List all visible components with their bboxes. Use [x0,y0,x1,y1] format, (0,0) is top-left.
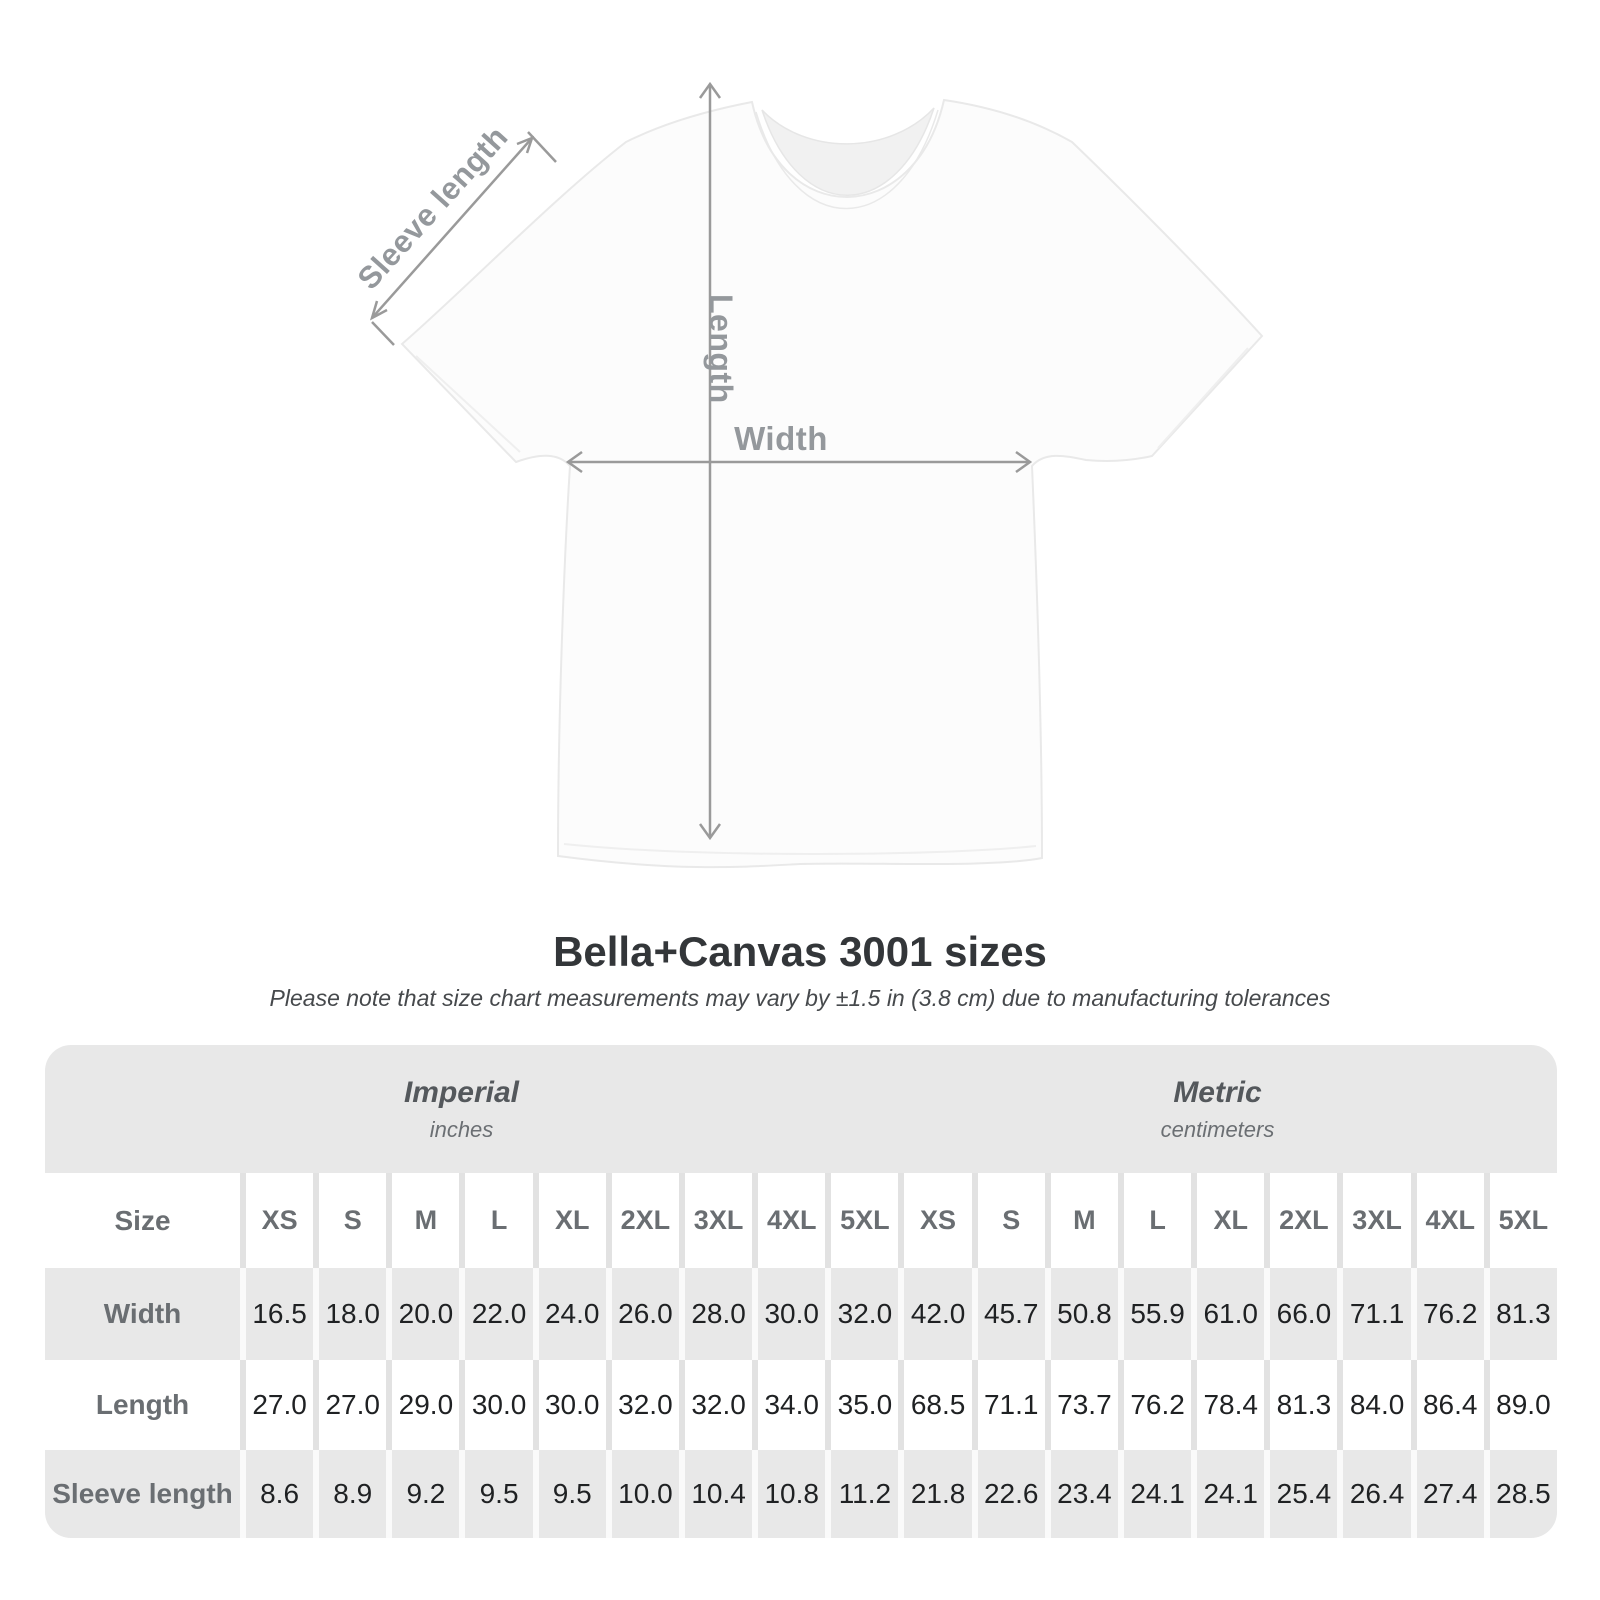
size-column-header: XL [539,1173,606,1268]
size-column-header: S [978,1173,1045,1268]
metric-value: 89.0 [1490,1360,1557,1450]
imperial-value: 27.0 [319,1360,386,1450]
table-row [45,1360,1557,1450]
metric-value: 22.6 [978,1450,1045,1538]
imperial-value: 20.0 [392,1268,459,1360]
imperial-unit: inches [429,1116,494,1142]
metric-value: 76.2 [1124,1360,1191,1450]
metric-value: 73.7 [1051,1360,1118,1450]
imperial-value: 10.0 [612,1450,679,1538]
imperial-value: 26.0 [612,1268,679,1360]
imperial-value: 9.2 [392,1450,459,1538]
size-column-header: 3XL [1343,1173,1410,1268]
metric-value: 23.4 [1051,1450,1118,1538]
size-column-header: 2XL [1270,1173,1337,1268]
metric-value: 66.0 [1270,1268,1337,1360]
imperial-value: 8.6 [246,1450,313,1538]
imperial-value: 30.0 [539,1360,606,1450]
page-title: Bella+Canvas 3001 sizes [553,928,1047,975]
metric-value: 68.5 [904,1360,971,1450]
metric-value: 76.2 [1417,1268,1484,1360]
size-column-header: M [1051,1173,1118,1268]
metric-value: 84.0 [1343,1360,1410,1450]
metric-value: 86.4 [1417,1360,1484,1450]
imperial-value: 11.2 [831,1450,898,1538]
imperial-value: 24.0 [539,1268,606,1360]
imperial-value: 9.5 [465,1450,532,1538]
metric-value: 50.8 [1051,1268,1118,1360]
metric-value: 25.4 [1270,1450,1337,1538]
row-label: Length [45,1360,240,1450]
size-column-header: 4XL [758,1173,825,1268]
imperial-value: 22.0 [465,1268,532,1360]
width-label: Width [734,420,828,457]
imperial-value: 32.0 [612,1360,679,1450]
row-label: Width [45,1268,240,1360]
table-rows [45,1268,1557,1538]
metric-unit: centimeters [1160,1116,1275,1142]
size-table [45,1045,1557,1538]
imperial-value: 27.0 [246,1360,313,1450]
tshirt-body [402,100,1262,867]
size-corner-header: Size [45,1173,240,1268]
metric-value: 81.3 [1490,1268,1557,1360]
metric-value: 24.1 [1124,1450,1191,1538]
imperial-value: 29.0 [392,1360,459,1450]
imperial-value: 10.8 [758,1450,825,1538]
metric-value: 42.0 [904,1268,971,1360]
imperial-value: 34.0 [758,1360,825,1450]
imperial-value: 35.0 [831,1360,898,1450]
size-column-header: 2XL [612,1173,679,1268]
unit-header-band [45,1045,1557,1173]
size-column-header: XL [1197,1173,1264,1268]
metric-value: 55.9 [1124,1268,1191,1360]
metric-value: 45.7 [978,1268,1045,1360]
size-column-header: 3XL [685,1173,752,1268]
length-label: Length [703,294,739,404]
size-column-header: XS [246,1173,313,1268]
size-column-header: L [1124,1173,1191,1268]
size-column-header: 5XL [1490,1173,1557,1268]
size-column-header: 4XL [1417,1173,1484,1268]
imperial-label: Imperial [403,1075,520,1109]
metric-value: 21.8 [904,1450,971,1538]
imperial-value: 28.0 [685,1268,752,1360]
size-column-header: L [465,1173,532,1268]
metric-value: 61.0 [1197,1268,1264,1360]
size-column-header: 5XL [831,1173,898,1268]
metric-value: 81.3 [1270,1360,1337,1450]
size-header-row [45,1173,1557,1268]
metric-value: 24.1 [1197,1450,1264,1538]
size-column-header: M [392,1173,459,1268]
tolerance-note: Please note that size chart measurements may vary by ±1.5 in (3.8 cm) due to manufacturing tolerances [269,985,1331,1011]
row-label: Sleeve length [45,1450,240,1538]
imperial-value: 30.0 [465,1360,532,1450]
imperial-value: 8.9 [319,1450,386,1538]
sleeve-length-label: Sleeve length [350,119,515,297]
imperial-header [45,1045,878,1173]
size-column-header: S [319,1173,386,1268]
metric-value: 28.5 [1490,1450,1557,1538]
imperial-value: 30.0 [758,1268,825,1360]
size-column-header: XS [904,1173,971,1268]
metric-header [878,1045,1557,1173]
imperial-value: 32.0 [831,1268,898,1360]
imperial-value: 16.5 [246,1268,313,1360]
metric-label: Metric [1173,1075,1262,1109]
imperial-value: 9.5 [539,1450,606,1538]
metric-value: 71.1 [1343,1268,1410,1360]
table-row [45,1450,1557,1538]
metric-value: 26.4 [1343,1450,1410,1538]
table-row [45,1268,1557,1360]
metric-value: 78.4 [1197,1360,1264,1450]
metric-value: 27.4 [1417,1450,1484,1538]
metric-value: 71.1 [978,1360,1045,1450]
imperial-value: 18.0 [319,1268,386,1360]
imperial-value: 32.0 [685,1360,752,1450]
imperial-value: 10.4 [685,1450,752,1538]
